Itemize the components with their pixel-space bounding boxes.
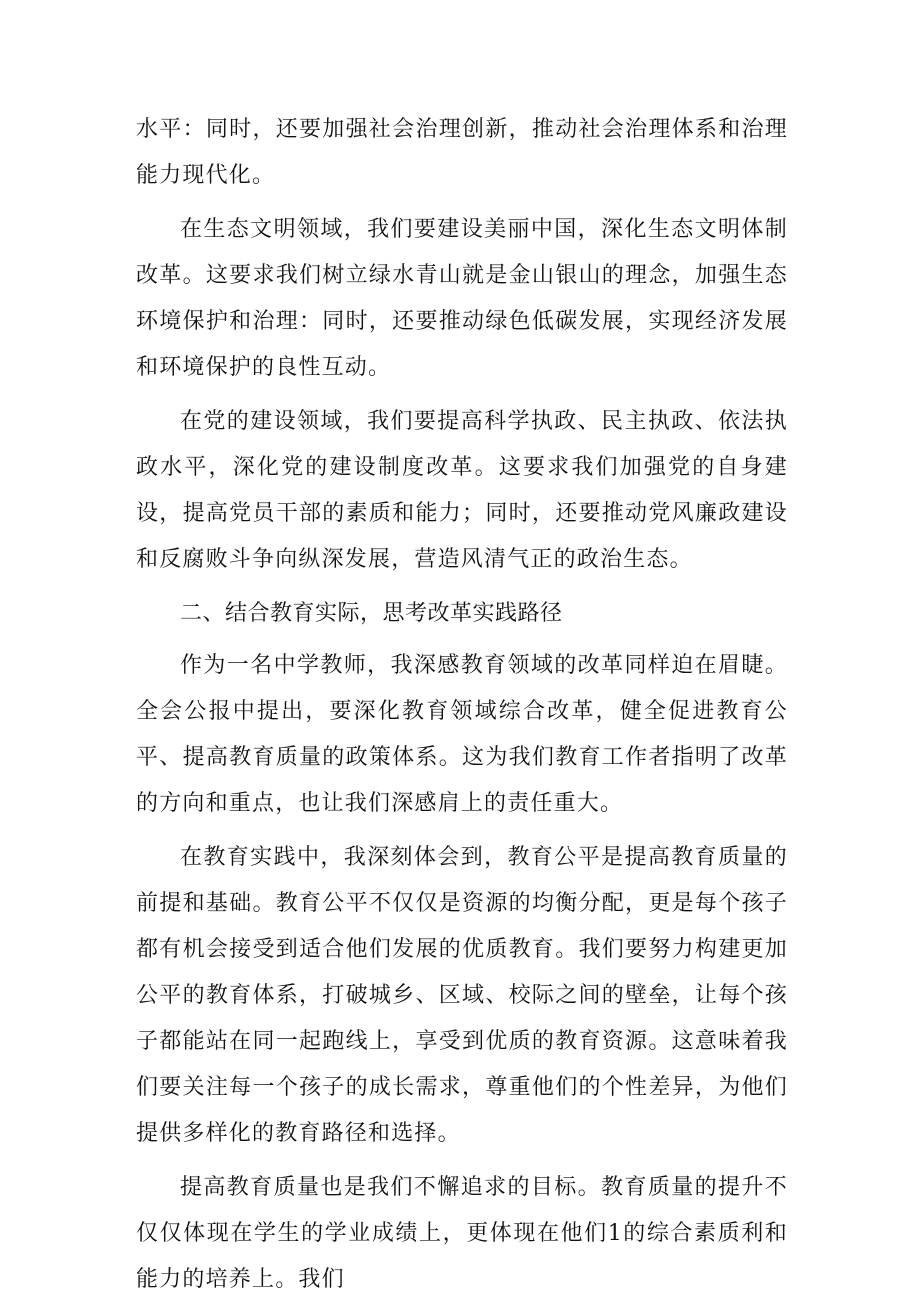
document-body [136,107,788,1303]
paragraph-party-building: 在党的建设领域，我们要提高科学执政、民主执政、依法执政水平，深化党的建设制度改革。这要求我们加强党的自身建设，提高党员干部的素质和能力；同时，还要推动党风廉政建设和反腐败斗争向纵深发展，营造风清气正的政治生态。 [136,409,788,572]
section-heading: 二、结合教育实际，思考改革实践路径 [180,601,563,626]
paragraph-continuation: 水平：同时，还要加强社会治理创新，推动社会治理体系和治理能力现代化。 [136,117,788,188]
paragraph-education-quality: 提高教育质量也是我们不懈追求的目标。教育质量的提升不仅仅体现在学生的学业成绩上，更体现在他们1的综合素质利和能力的培养上。我们 [136,1175,788,1292]
paragraph-education-equity: 在教育实践中，我深刻体会到，教育公平是提高教育质量的前提和基础。教育公平不仅仅是资源的均衡分配，更是每个孩子都有机会接受到适合他们发展的优质教育。我们要努力构建更加公平的教育体系，打破城乡、区域、校际之间的壁垒，让每个孩子都能站在同一起跑线上，享受到优质的教育资源。这意味着我们要关注每一个孩子的成长需求，尊重他们的个性差异，为他们提供多样化的教育路径和选择。 [136,845,788,1146]
paragraph-teacher: 作为一名中学教师，我深感教育领域的改革同样迫在眉睫。全会公报中提出，要深化教育领域综合改革，健全促进教育公平、提高教育质量的政策体系。这为我们教育工作者指明了改革的方向和重点，也让我们深感肩上的责任重大。 [136,653,788,816]
paragraph-ecology: 在生态文明领域，我们要建设美丽中国，深化生态文明体制改革。这要求我们树立绿水青山就是金山银山的理念，加强生态环境保护和治理：同时，还要推动绿色低碳发展，实现经济发展和环境保护的良性互动。 [136,217,788,380]
